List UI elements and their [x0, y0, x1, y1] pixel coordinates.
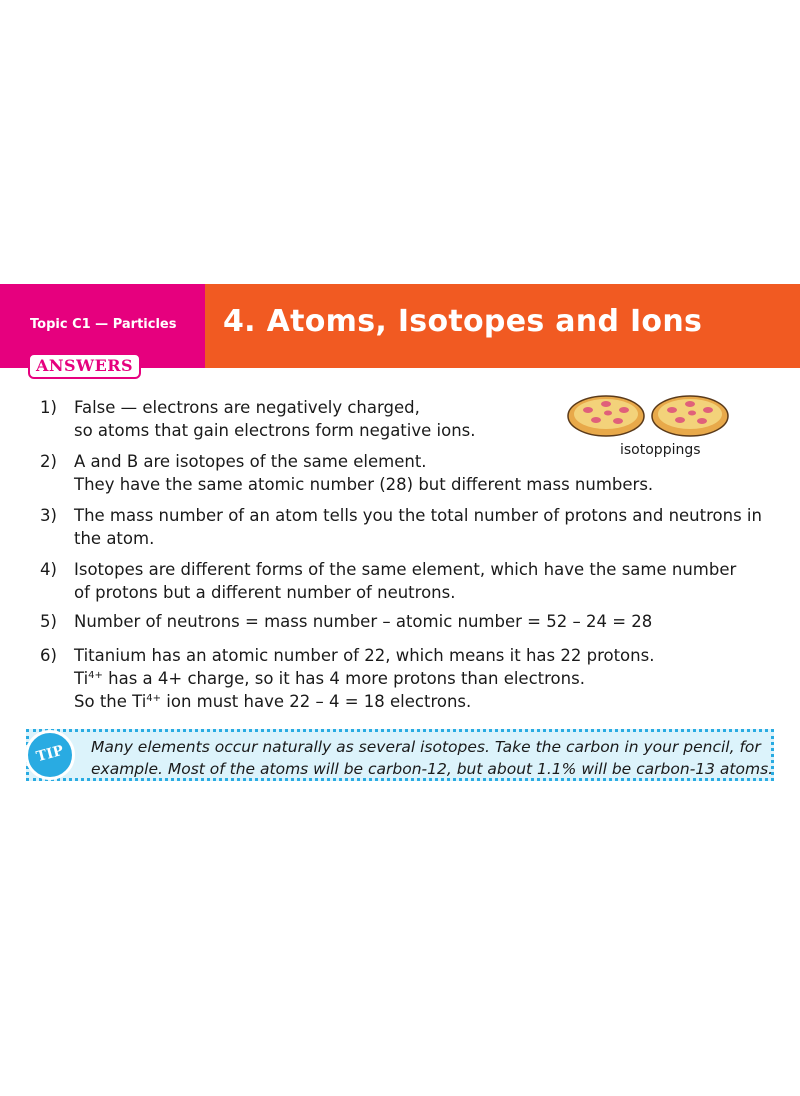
- answer-line: False — electrons are negatively charged,: [74, 398, 420, 417]
- tip-badge-icon: [25, 730, 75, 780]
- answers-badge: ANSWERS: [28, 353, 141, 379]
- pizza-right: [652, 396, 728, 436]
- answer-number: 3): [40, 506, 57, 525]
- figure-caption: isotoppings: [620, 442, 701, 458]
- answer-number: 1): [40, 398, 57, 417]
- title-banner: [205, 284, 800, 368]
- answer-line: A and B are isotopes of the same element.: [74, 452, 427, 471]
- answer-text: [74, 396, 476, 442]
- answer-line: Titanium has an atomic number of 22, which means it has 22 protons.: [74, 646, 655, 665]
- answer-line: Isotopes are different forms of the same element, which have the same number: [74, 560, 737, 579]
- pizza-left: [568, 396, 644, 436]
- answer-line-text: ion must have 22 – 4 = 18 electrons.: [161, 692, 472, 711]
- answer-line: Number of neutrons = mass number – atomic number = 52 – 24 = 28: [74, 612, 653, 631]
- tip-text: [91, 736, 774, 780]
- ion-charge: 4+: [88, 670, 103, 681]
- page-title: 4. Atoms, Isotopes and Ions: [223, 304, 703, 339]
- answer-line: the atom.: [74, 529, 155, 548]
- topic-label: Topic C1 — Particles: [30, 317, 177, 332]
- answer-line: [74, 667, 654, 690]
- answer-number: 5): [40, 612, 57, 631]
- answer-line: They have the same atomic number (28) but different mass numbers.: [74, 475, 654, 494]
- answer-line: so atoms that gain electrons form negative ions.: [74, 421, 476, 440]
- pizza-icon: [566, 392, 730, 442]
- answer-line-text: So the Ti: [74, 692, 147, 711]
- pizza-illustration: [566, 392, 730, 467]
- answer-text: [74, 644, 654, 713]
- ion-symbol: Ti: [74, 669, 89, 688]
- answer-line: [74, 690, 654, 713]
- ion-charge: 4+: [146, 693, 162, 704]
- answer-number: 2): [40, 452, 57, 471]
- answer-number: 4): [40, 560, 57, 579]
- tip-label: TIP: [34, 742, 66, 766]
- answer-line: The mass number of an atom tells you the total number of protons and neutrons in: [74, 506, 762, 525]
- tip-line: example. Most of the atoms will be carbon-12, but about 1.1% will be carbon-13 atoms.: [91, 760, 774, 778]
- tip-line: Many elements occur naturally as several isotopes. Take the carbon in your pencil, for: [91, 738, 761, 756]
- answer-line-text: has a 4+ charge, so it has 4 more protons than electrons.: [102, 669, 585, 688]
- answer-text: [74, 558, 736, 604]
- answer-text: [74, 504, 762, 550]
- answer-number: 6): [40, 646, 57, 665]
- answer-line: of protons but a different number of neutrons.: [74, 583, 456, 602]
- answer-text: [74, 610, 652, 633]
